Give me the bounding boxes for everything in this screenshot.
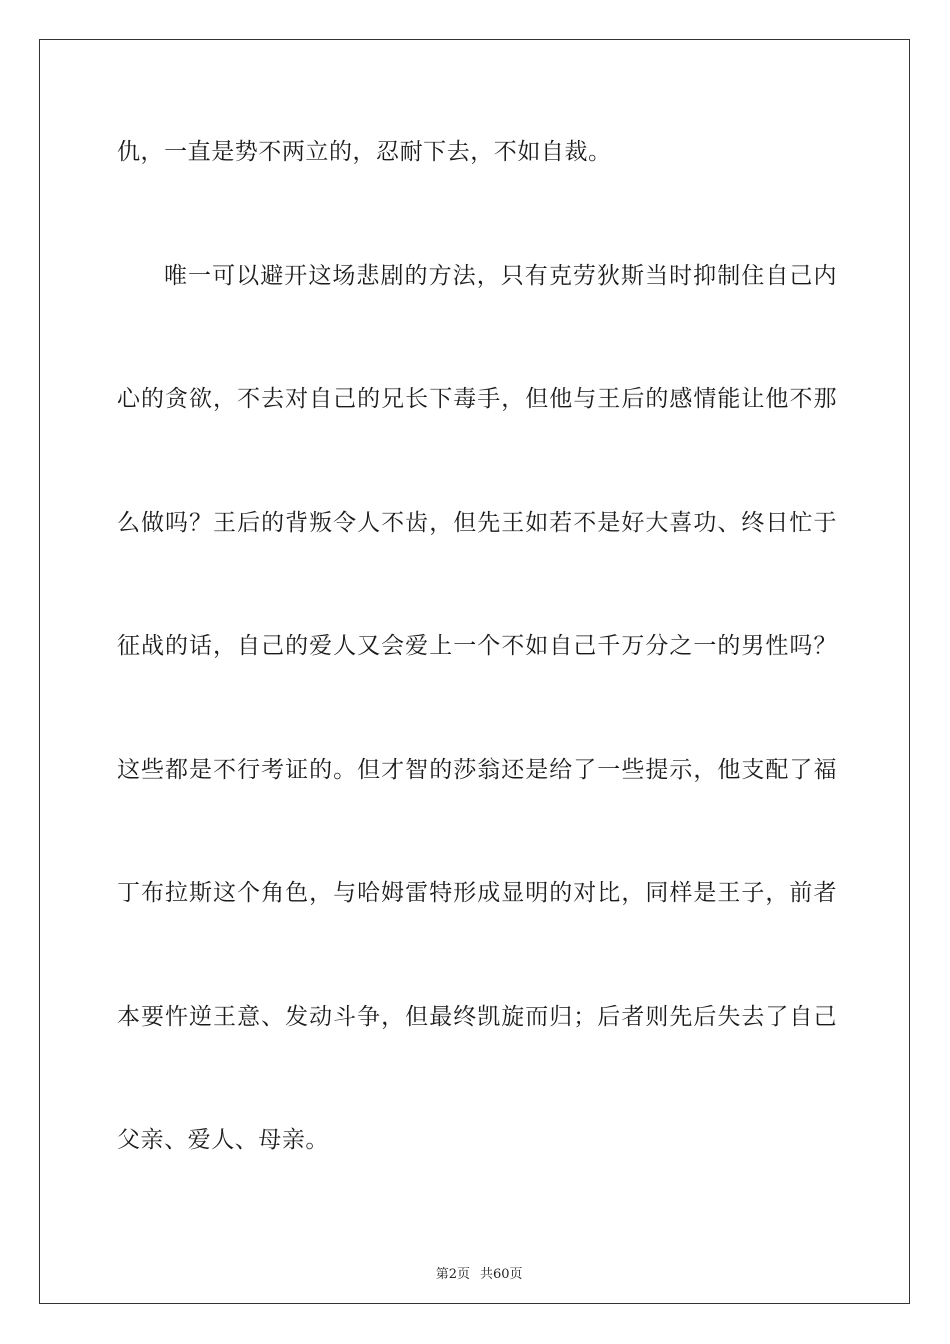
page-footer <box>0 1248 950 1284</box>
page-border <box>39 39 910 1304</box>
text-line-7: 丁布拉斯这个角色，与哈姆雷特形成显明的对比，同样是王子，前者 <box>117 880 837 906</box>
text-line-3: 心的贪欲，不去对自己的兄长下毒手，但他与王后的感情能让他不那 <box>117 386 837 412</box>
text-line-5: 征战的话，自己的爱人又会爱上一个不如自己千万分之一的男性吗？ <box>117 633 837 659</box>
text-line-2: 唯一可以避开这场悲剧的方法，只有克劳狄斯当时抑制住自己内 <box>164 263 837 289</box>
text-line-4: 么做吗？王后的背叛令人不齿，但先王如若不是好大喜功、终日忙于 <box>117 510 837 536</box>
text-line-6: 这些都是不行考证的。但才智的莎翁还是给了一些提示，他支配了福 <box>117 757 837 783</box>
page-total: 共60页 <box>480 1267 523 1282</box>
page-number: 第2页 <box>435 1267 470 1282</box>
text-line-8: 本要忤逆王意、发动斗争，但最终凯旋而归；后者则先后失去了自己 <box>117 1004 837 1030</box>
text-line-1: 仇，一直是势不两立的，忍耐下去，不如自裁。 <box>117 139 612 165</box>
text-line-9: 父亲、爱人、母亲。 <box>117 1127 329 1153</box>
